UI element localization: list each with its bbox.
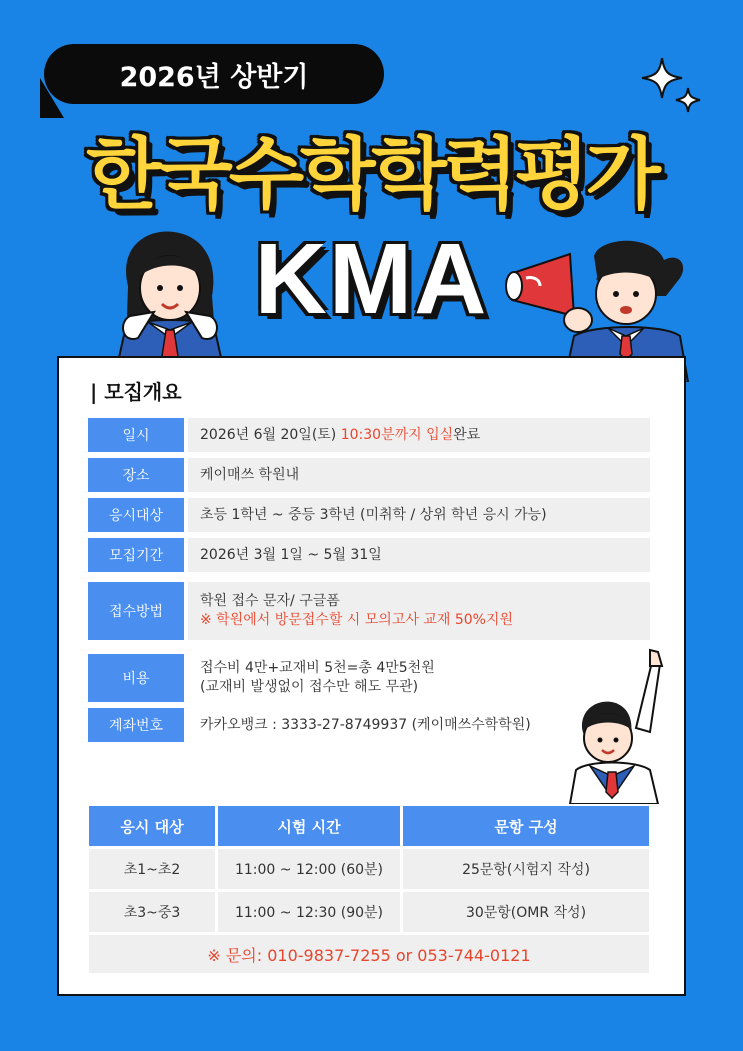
info-row-target [88, 498, 650, 532]
column-header: 응시 대상 [89, 806, 215, 846]
info-value: 카카오뱅크 : 3333-27-8749937 (케이매쓰수학학원) [188, 708, 558, 742]
schedule-table [86, 803, 652, 976]
info-label: 장소 [88, 458, 184, 492]
badge-label: 2026년 상반기 [119, 61, 309, 93]
table-cell: 25문항(시험지 작성) [403, 849, 649, 889]
student-girl-illustration [108, 226, 232, 362]
table-cell: 초3~중3 [89, 892, 215, 932]
info-row-method [88, 582, 650, 640]
table-row [89, 849, 649, 889]
contact-notice: ※ 문의: 010-9837-7255 or 053-744-0121 [89, 935, 649, 973]
column-header: 시험 시간 [218, 806, 400, 846]
info-label: 계좌번호 [88, 708, 184, 742]
info-value: 접수비 4만+교재비 5천=총 4만5천원 (교재비 발생없이 접수만 해도 무관) [188, 654, 650, 702]
info-label: 비용 [88, 654, 184, 702]
info-row-location [88, 458, 650, 492]
info-value: 2026년 6월 20일(토) 10:30분까지 입실완료 [188, 418, 650, 452]
info-row-account [88, 708, 558, 742]
info-label: 응시대상 [88, 498, 184, 532]
info-label: 접수방법 [88, 582, 184, 640]
table-cell: 초1~초2 [89, 849, 215, 889]
table-header-row [89, 806, 649, 846]
column-header: 문항 구성 [403, 806, 649, 846]
section-title: | 모집개요 [90, 380, 182, 404]
info-label: 일시 [88, 418, 184, 452]
info-row-date [88, 418, 650, 452]
info-value: 2026년 3월 1일 ~ 5월 31일 [188, 538, 650, 572]
info-value: 학원 접수 문자/ 구글폼 ※ 학원에서 방문접수할 시 모의고사 교재 50%지원 [188, 582, 650, 640]
info-label: 모집기간 [88, 538, 184, 572]
table-cell: 30문항(OMR 작성) [403, 892, 649, 932]
table-cell: 11:00 ~ 12:30 (90분) [218, 892, 400, 932]
table-row [89, 892, 649, 932]
kma-logo-text: KMA [254, 223, 489, 335]
info-value: 초등 1학년 ~ 중등 3학년 (미취학 / 상위 학년 응시 가능) [188, 498, 650, 532]
student-boy-illustration [566, 648, 686, 804]
table-row [89, 935, 649, 973]
info-value: 케이매쓰 학원내 [188, 458, 650, 492]
sparkle-icon [640, 56, 704, 118]
page-title: 한국수학학력평가 [86, 130, 657, 220]
info-row-period [88, 538, 650, 572]
table-cell: 11:00 ~ 12:00 (60분) [218, 849, 400, 889]
